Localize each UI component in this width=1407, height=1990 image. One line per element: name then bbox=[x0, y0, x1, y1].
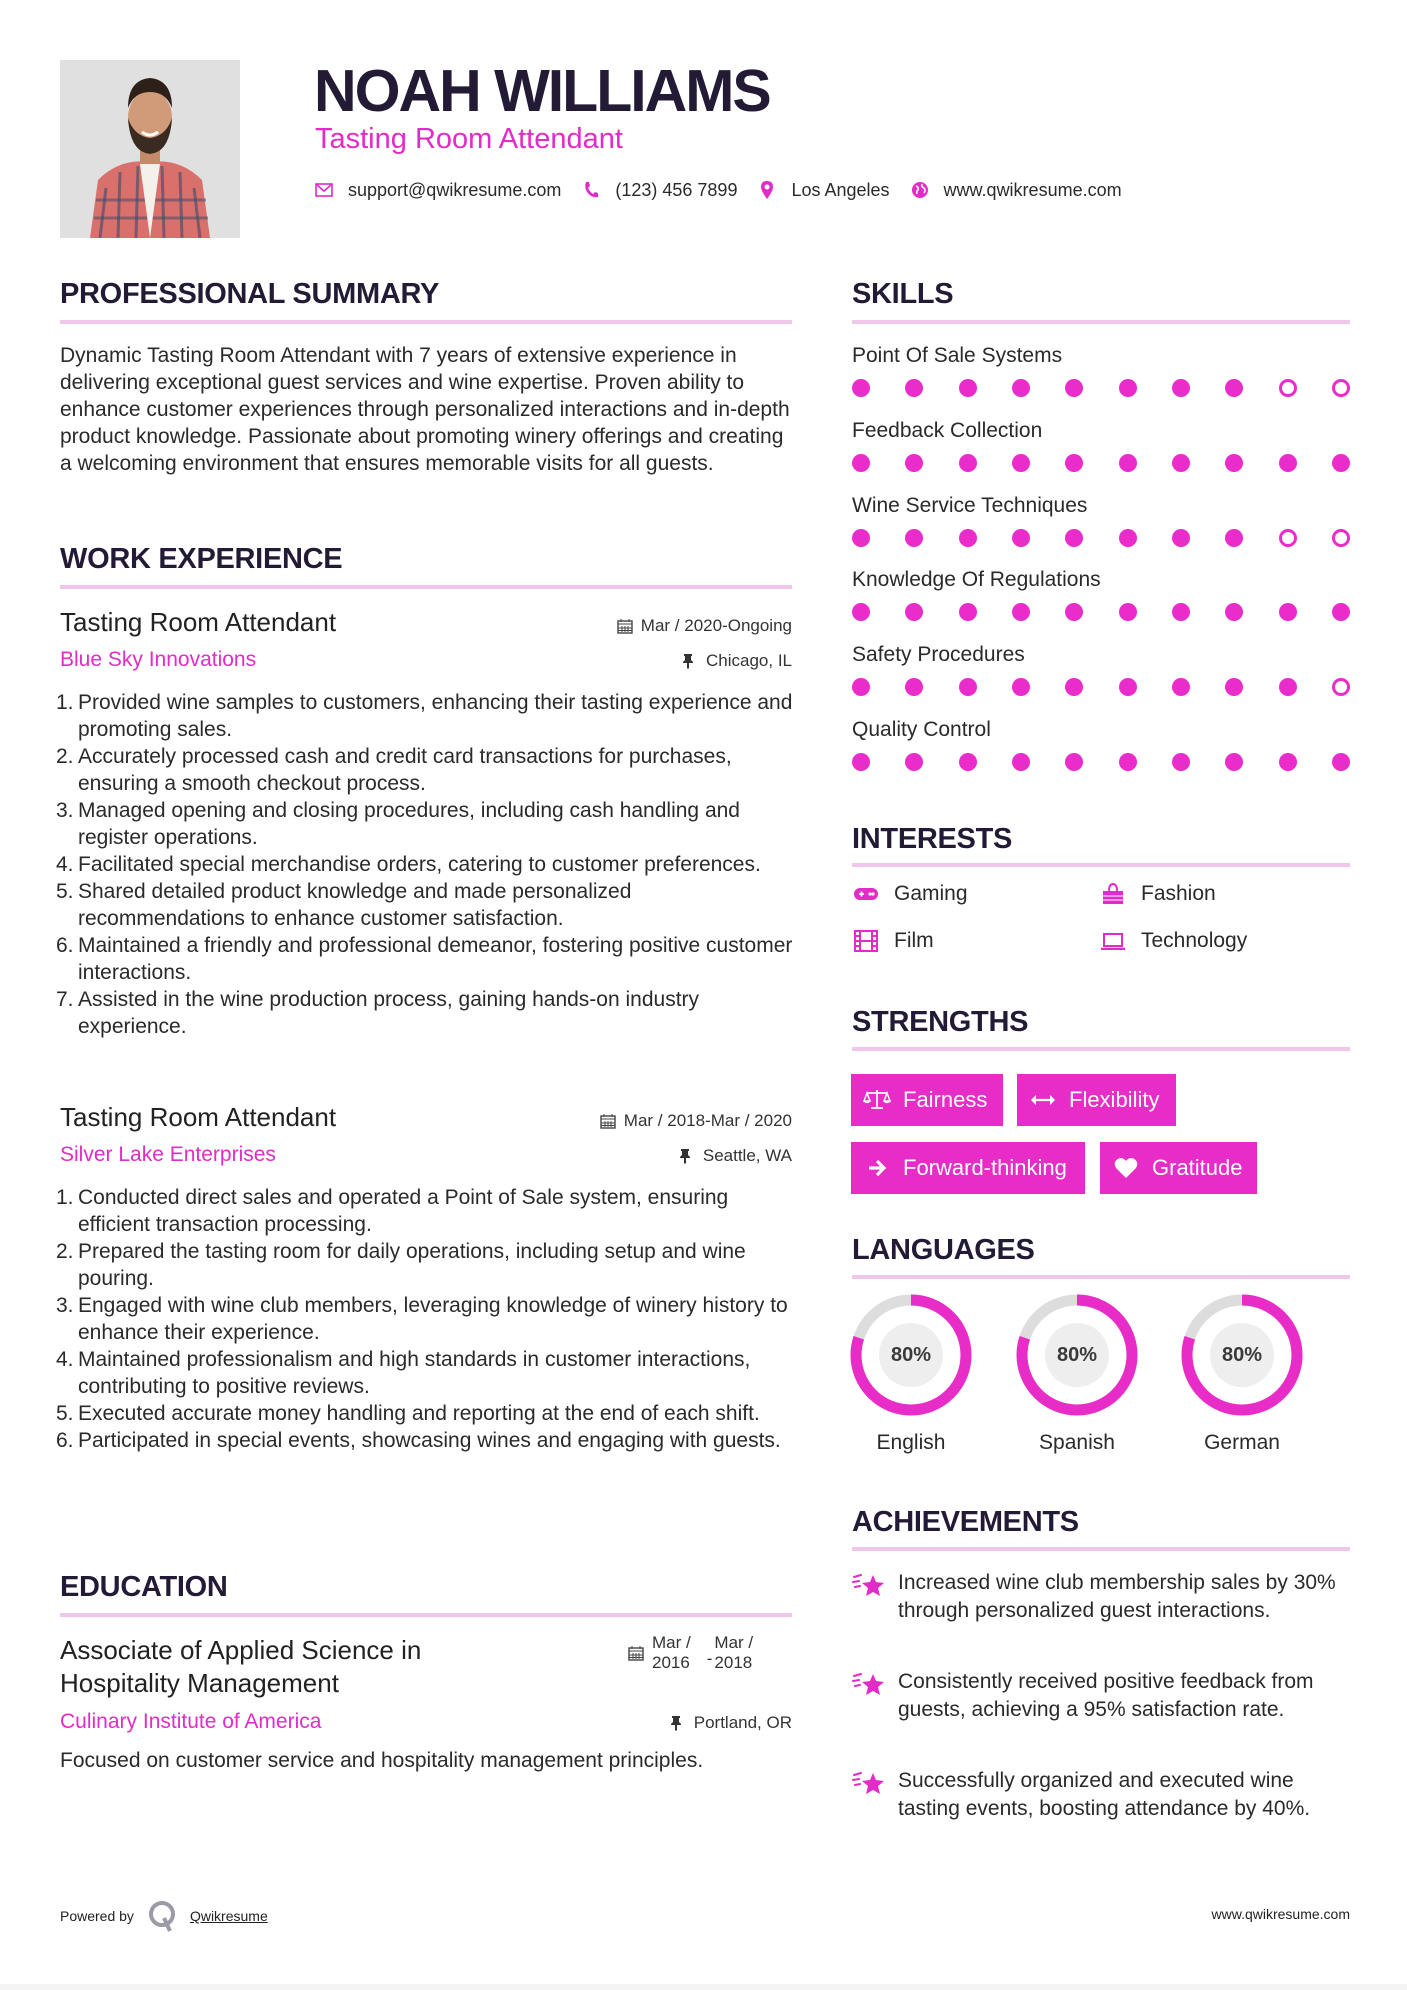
rating-dot-filled bbox=[852, 454, 870, 472]
strength-badge-flexibility bbox=[1017, 1074, 1176, 1126]
language-label: German bbox=[1204, 1431, 1280, 1454]
contact-bar bbox=[314, 176, 1142, 204]
arrows-horizontal-icon bbox=[1029, 1088, 1057, 1112]
rating-dot-filled bbox=[905, 678, 923, 696]
rating-dot-filled bbox=[1012, 454, 1030, 472]
skill-label: Knowledge Of Regulations bbox=[852, 568, 1101, 591]
rating-dot-filled bbox=[1279, 753, 1297, 771]
strengths-divider bbox=[852, 1047, 1350, 1051]
rating-dot-filled bbox=[1119, 678, 1137, 696]
rating-dot-filled bbox=[852, 529, 870, 547]
rating-dot-filled bbox=[1012, 753, 1030, 771]
rating-dot-filled bbox=[1065, 753, 1083, 771]
skill-item bbox=[852, 342, 1350, 397]
rating-dot-filled bbox=[1225, 529, 1243, 547]
interest-label: Film bbox=[894, 929, 934, 952]
language-ring bbox=[1015, 1293, 1139, 1417]
shooting-star-icon bbox=[852, 1670, 886, 1700]
rating-dot-filled bbox=[852, 753, 870, 771]
interests-heading: INTERESTS bbox=[852, 823, 1013, 855]
strength-badge-fairness bbox=[851, 1074, 1003, 1126]
degree-line-1: Associate of Applied Science in bbox=[60, 1635, 422, 1665]
rating-dot-filled bbox=[1012, 379, 1030, 397]
rating-dot-filled bbox=[1172, 529, 1190, 547]
rating-dot-filled bbox=[905, 603, 923, 621]
achievement-item bbox=[852, 1767, 1352, 1823]
pushpin-icon bbox=[679, 1148, 695, 1164]
rating-dot-filled bbox=[1279, 603, 1297, 621]
job-dates bbox=[600, 1109, 792, 1133]
job-bullet: 5. Shared detailed product knowledge and made personalized recommendations to enhance customer satisfaction. bbox=[56, 880, 632, 930]
job-dates bbox=[617, 614, 792, 638]
education-location bbox=[670, 1711, 792, 1735]
job-location-text: Chicago, IL bbox=[706, 651, 792, 670]
rating-dot-filled bbox=[1172, 753, 1190, 771]
job-bullet: 2. Prepared the tasting room for daily operations, including setup and wine pouring. bbox=[56, 1240, 746, 1290]
job-bullet: 5. Executed accurate money handling and reporting at the end of each shift. bbox=[56, 1402, 760, 1425]
strength-label: Flexibility bbox=[1069, 1087, 1160, 1112]
achievement-text: Consistently received positive feedback from guests, achieving a 95% satisfaction rate. bbox=[898, 1670, 1314, 1721]
rating-dot-filled bbox=[959, 753, 977, 771]
language-percent: 80% bbox=[1045, 1323, 1109, 1387]
rating-dot-filled bbox=[1279, 454, 1297, 472]
skills-divider bbox=[852, 320, 1350, 324]
languages-heading: LANGUAGES bbox=[852, 1234, 1035, 1266]
rating-dot-filled bbox=[1225, 678, 1243, 696]
strength-label: Forward-thinking bbox=[903, 1155, 1067, 1180]
job-location-text: Seattle, WA bbox=[702, 1146, 792, 1165]
rating-dot-filled bbox=[1332, 753, 1350, 771]
experience-divider bbox=[60, 585, 792, 589]
candidate-name: NOAH WILLIAMS bbox=[314, 58, 770, 124]
job-bullets bbox=[56, 1184, 800, 1454]
skill-label: Quality Control bbox=[852, 718, 991, 741]
education-dates bbox=[628, 1633, 753, 1673]
language-ring bbox=[849, 1293, 973, 1417]
job-location bbox=[679, 1144, 792, 1168]
contact-location-text: Los Angeles bbox=[791, 179, 890, 200]
rating-dot-filled bbox=[959, 454, 977, 472]
skill-label: Safety Procedures bbox=[852, 643, 1025, 666]
calendar-icon bbox=[600, 1113, 616, 1129]
language-ring bbox=[1180, 1293, 1304, 1417]
strength-label: Fairness bbox=[903, 1087, 988, 1112]
contact-website-text: www.qwikresume.com bbox=[943, 179, 1122, 200]
job-dates-text: Mar / 2018-Mar / 2020 bbox=[623, 1111, 792, 1130]
rating-dot-filled bbox=[1172, 379, 1190, 397]
arrow-right-icon bbox=[863, 1156, 891, 1180]
language-label: Spanish bbox=[1039, 1431, 1115, 1454]
skill-rating bbox=[852, 753, 1350, 771]
rating-dot-filled bbox=[1172, 454, 1190, 472]
rating-dot-filled bbox=[1065, 379, 1083, 397]
job-company: Blue Sky Innovations bbox=[60, 648, 257, 671]
interest-label: Fashion bbox=[1141, 882, 1216, 905]
skill-rating bbox=[852, 454, 1350, 472]
shooting-star-icon bbox=[852, 1769, 886, 1799]
skill-item bbox=[852, 492, 1350, 547]
heart-icon bbox=[1112, 1156, 1140, 1180]
rating-dot-empty bbox=[1332, 529, 1350, 547]
rating-dot-filled bbox=[1225, 379, 1243, 397]
job-bullet: 6. Maintained a friendly and professional demeanor, fostering positive customer interactions. bbox=[56, 934, 793, 984]
rating-dot-filled bbox=[1332, 603, 1350, 621]
skill-item bbox=[852, 417, 1350, 472]
skill-item bbox=[852, 641, 1350, 696]
job-company: Silver Lake Enterprises bbox=[60, 1143, 276, 1166]
language-percent: 80% bbox=[1210, 1323, 1274, 1387]
education-heading: EDUCATION bbox=[60, 1571, 228, 1603]
achievements-heading: ACHIEVEMENTS bbox=[852, 1506, 1079, 1538]
rating-dot-filled bbox=[852, 379, 870, 397]
rating-dot-filled bbox=[1065, 454, 1083, 472]
rating-dot-filled bbox=[1225, 603, 1243, 621]
rating-dot-filled bbox=[852, 678, 870, 696]
rating-dot-filled bbox=[959, 678, 977, 696]
rating-dot-empty bbox=[1279, 529, 1297, 547]
rating-dot-filled bbox=[1012, 678, 1030, 696]
rating-dot-filled bbox=[1279, 678, 1297, 696]
candidate-title: Tasting Room Attendant bbox=[315, 123, 623, 155]
page-bottom-edge bbox=[0, 1984, 1407, 1990]
job-bullet: 6. Participated in special events, showcasing wines and engaging with guests. bbox=[56, 1429, 781, 1452]
education-start: Mar / 2016 bbox=[652, 1633, 691, 1672]
education-location-text: Portland, OR bbox=[693, 1713, 792, 1732]
skill-rating bbox=[852, 603, 1350, 621]
envelope-icon bbox=[314, 180, 334, 200]
rating-dot-filled bbox=[1119, 454, 1137, 472]
achievement-item bbox=[852, 1569, 1352, 1625]
rating-dot-filled bbox=[959, 603, 977, 621]
achievements-divider bbox=[852, 1547, 1350, 1551]
pushpin-icon bbox=[682, 653, 698, 669]
interest-gaming bbox=[852, 882, 968, 906]
language-percent: 80% bbox=[879, 1323, 943, 1387]
summary-text: Dynamic Tasting Room Attendant with 7 years of extensive experience in delivering exceptional guest services and wine expertise. Proven ability to enhance customer experiences through personalized interactions and in-depth product knowledge. Passionate about promoting winery offerings and creating a welcoming environment that ensures memorable visits for all guests. bbox=[60, 344, 790, 475]
rating-dot-filled bbox=[1065, 678, 1083, 696]
contact-phone-text: (123) 456 7899 bbox=[615, 179, 738, 200]
powered-by-label: Powered by bbox=[60, 1908, 134, 1924]
rating-dot-filled bbox=[959, 529, 977, 547]
rating-dot-filled bbox=[1172, 603, 1190, 621]
rating-dot-filled bbox=[1119, 753, 1137, 771]
language-german bbox=[1180, 1293, 1304, 1455]
strength-badge-gratitude bbox=[1100, 1142, 1257, 1194]
profile-photo bbox=[60, 60, 240, 238]
job-bullet: 1. Conducted direct sales and operated a Point of Sale system, ensuring efficient transaction processing. bbox=[56, 1186, 729, 1236]
skill-rating bbox=[852, 529, 1350, 547]
languages-divider bbox=[852, 1275, 1350, 1279]
rating-dot-filled bbox=[1172, 678, 1190, 696]
summary-divider bbox=[60, 320, 792, 324]
education-end: Mar / 2018 bbox=[714, 1633, 754, 1672]
job-bullet: 1. Provided wine samples to customers, enhancing their tasting experience and promoting sales. bbox=[56, 691, 793, 741]
rating-dot-filled bbox=[1119, 529, 1137, 547]
rating-dot-filled bbox=[1225, 454, 1243, 472]
interest-technology bbox=[1099, 929, 1247, 953]
skills-heading: SKILLS bbox=[852, 278, 954, 310]
achievement-text: Increased wine club membership sales by 30% through personalized guest interactions. bbox=[898, 1571, 1336, 1622]
skill-rating bbox=[852, 379, 1350, 397]
footer-website-link[interactable]: www.qwikresume.com bbox=[1211, 1906, 1350, 1922]
strength-badge-forward-thinking bbox=[851, 1142, 1085, 1194]
rating-dot-filled bbox=[1332, 454, 1350, 472]
education-divider bbox=[60, 1613, 792, 1617]
job-bullet: 3. Engaged with wine club members, leveraging knowledge of winery history to enhance their experience. bbox=[56, 1294, 788, 1344]
footer-powered-by bbox=[60, 1900, 268, 1932]
film-icon bbox=[852, 929, 880, 953]
contact-website[interactable] bbox=[910, 180, 1122, 201]
shopping-bag-icon bbox=[1099, 882, 1127, 906]
experience-heading: WORK EXPERIENCE bbox=[60, 543, 343, 575]
degree-line-2: Hospitality Management bbox=[60, 1668, 339, 1698]
rating-dot-filled bbox=[1225, 753, 1243, 771]
rating-dot-filled bbox=[1012, 529, 1030, 547]
phone-icon bbox=[581, 180, 601, 200]
contact-phone[interactable] bbox=[581, 180, 737, 201]
skill-label: Feedback Collection bbox=[852, 419, 1043, 442]
gamepad-icon bbox=[852, 882, 880, 906]
language-english bbox=[849, 1293, 973, 1455]
language-label: English bbox=[876, 1431, 946, 1454]
rating-dot-filled bbox=[959, 379, 977, 397]
rating-dot-filled bbox=[905, 379, 923, 397]
pushpin-icon bbox=[670, 1715, 686, 1731]
skill-label: Point Of Sale Systems bbox=[852, 344, 1063, 367]
job-title: Tasting Room Attendant bbox=[60, 607, 337, 637]
rating-dot-empty bbox=[1332, 379, 1350, 397]
achievement-text: Successfully organized and executed wine tasting events, boosting attendance by 40%. bbox=[898, 1769, 1311, 1820]
education-institution: Culinary Institute of America bbox=[60, 1710, 322, 1733]
qwikresume-logo-icon bbox=[148, 1900, 178, 1932]
skill-label: Wine Service Techniques bbox=[852, 494, 1088, 517]
job-dates-text: Mar / 2020-Ongoing bbox=[640, 616, 792, 635]
rating-dot-empty bbox=[1279, 379, 1297, 397]
strengths-heading: STRENGTHS bbox=[852, 1006, 1029, 1038]
rating-dot-empty bbox=[1332, 678, 1350, 696]
strength-label: Gratitude bbox=[1152, 1155, 1243, 1180]
date-separator: - bbox=[706, 1649, 713, 1668]
job-bullet: 2. Accurately processed cash and credit card transactions for purchases, ensuring a smooth checkout process. bbox=[56, 745, 732, 795]
calendar-icon bbox=[617, 618, 633, 634]
contact-email[interactable] bbox=[314, 180, 561, 201]
language-spanish bbox=[1015, 1293, 1139, 1455]
job-bullet: 4. Facilitated special merchandise orders, catering to customer preferences. bbox=[56, 853, 761, 876]
job-bullet: 7. Assisted in the wine production process, gaining hands-on industry experience. bbox=[56, 988, 700, 1038]
contact-location bbox=[757, 180, 889, 201]
rating-dot-filled bbox=[905, 529, 923, 547]
contact-email-text: support@qwikresume.com bbox=[348, 179, 562, 200]
job-location bbox=[682, 649, 792, 673]
rating-dot-filled bbox=[1119, 379, 1137, 397]
balance-scale-icon bbox=[863, 1088, 891, 1112]
interests-divider bbox=[852, 863, 1350, 867]
summary-heading: PROFESSIONAL SUMMARY bbox=[60, 278, 440, 310]
skill-item bbox=[852, 566, 1350, 621]
interest-label: Gaming bbox=[894, 882, 968, 905]
map-pin-icon bbox=[757, 180, 777, 200]
job-bullet: 4. Maintained professionalism and high standards in customer interactions, contributing to positive reviews. bbox=[56, 1348, 751, 1398]
rating-dot-filled bbox=[1065, 529, 1083, 547]
rating-dot-filled bbox=[1065, 603, 1083, 621]
rating-dot-filled bbox=[905, 753, 923, 771]
rating-dot-filled bbox=[905, 454, 923, 472]
calendar-icon bbox=[628, 1645, 644, 1661]
globe-icon bbox=[910, 180, 930, 200]
laptop-icon bbox=[1099, 929, 1127, 953]
education-description: Focused on customer service and hospitality management principles. bbox=[60, 1749, 704, 1772]
job-bullet: 3. Managed opening and closing procedures, including cash handling and register operations. bbox=[56, 799, 740, 849]
rating-dot-filled bbox=[852, 603, 870, 621]
skill-item bbox=[852, 716, 1350, 771]
interest-label: Technology bbox=[1141, 929, 1248, 952]
qwikresume-link[interactable]: Qwikresume bbox=[189, 1908, 268, 1924]
skill-rating bbox=[852, 678, 1350, 696]
degree-title bbox=[60, 1634, 421, 1700]
rating-dot-filled bbox=[1119, 603, 1137, 621]
rating-dot-filled bbox=[1012, 603, 1030, 621]
achievement-item bbox=[852, 1668, 1352, 1724]
shooting-star-icon bbox=[852, 1571, 886, 1601]
interest-film bbox=[852, 929, 934, 953]
interest-fashion bbox=[1099, 882, 1216, 906]
job-title: Tasting Room Attendant bbox=[60, 1102, 337, 1132]
job-bullets bbox=[56, 689, 800, 1040]
